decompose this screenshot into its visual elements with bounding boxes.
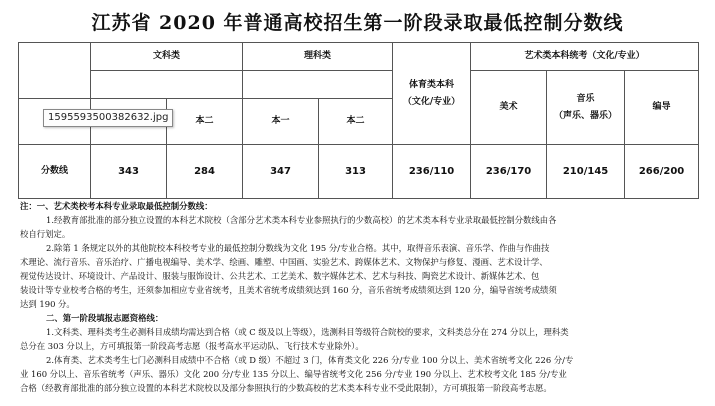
filename-tooltip: 1595593500382632.jpg <box>43 109 173 127</box>
header-tiyu <box>393 43 471 145</box>
note-line: 术理论、流行音乐、音乐治疗、广播电视编导、美术学、绘画、雕塑、中国画、实验艺术、跨媒体艺术、文物保护与修复、漫画、艺术设计学、 <box>20 257 548 267</box>
header-yinyue <box>547 71 625 145</box>
score-wenke-ben1: 343 <box>91 145 167 199</box>
note-heading-1: 注：一、艺术类校考本科专业录取最低控制分数线： <box>20 201 213 211</box>
note-line: 视觉传达设计、环境设计、产品设计、服装与服饰设计、公共艺术、工艺美术、数字媒体艺术、艺术与科技、陶瓷艺术设计、新媒体艺术、包 <box>20 271 540 281</box>
header-yinyue-line1: 音乐 <box>576 94 595 105</box>
header-yinyue-line2: （声乐、器乐） <box>554 110 618 121</box>
note-line: 校自行划定。 <box>20 229 71 239</box>
score-wenke-ben2: 284 <box>167 145 243 199</box>
score-yinyue: 210/145 <box>547 145 625 199</box>
note-line: 1.文科类、理科类考生必测科目成绩均需达到合格（或 C 级及以上等级），选测科目等级符合院校的要求，文科类总分在 274 分以上，理科类 <box>46 327 569 337</box>
row-label: 分数线 <box>19 145 91 199</box>
subheader-like-ben1: 本一 <box>243 99 319 145</box>
subheader-wenke-ben2: 本二 <box>167 99 243 145</box>
note-line: 业 160 分以上、音乐省统考（声乐、器乐）文化 200 分/专业 135 分以上、编导省统考文化 256 分/专业 190 分以上、艺术校考文化 185 分/专业 <box>20 369 567 379</box>
header-wenke-spacer <box>91 71 243 99</box>
header-like: 理科类 <box>243 43 393 71</box>
score-meishu: 236/170 <box>471 145 547 199</box>
header-tiyu-line1: 体育类本科 <box>409 80 455 91</box>
header-tiyu-line2: （文化/专业） <box>402 96 461 107</box>
subheader-like-ben2: 本二 <box>319 99 393 145</box>
score-like-ben1: 347 <box>243 145 319 199</box>
note-line: 1.经教育部批准的部分独立设置的本科艺术院校（含部分艺术类本科专业参照执行的少数高校）的艺术类本科专业录取最低控制分数线由各 <box>46 215 557 225</box>
corner-cell <box>19 43 91 99</box>
note-line: 总分在 303 分以上，方可填报第一阶段高考志愿（报考高水平运动队、飞行技术专业除外）。 <box>20 341 364 351</box>
note-heading-2: 二、第一阶段填报志愿资格线： <box>46 313 164 323</box>
page-title: 江苏省 2020 年普通高校招生第一阶段录取最低控制分数线 <box>91 12 624 34</box>
note-line: 合格（经教育部批准的部分独立设置的本科艺术院校以及部分参照执行的少数高校的艺术类本科专业不受此限制），方可填报第一阶段高考志愿。 <box>20 383 552 393</box>
header-like-spacer <box>243 71 393 99</box>
score-like-ben2: 313 <box>319 145 393 199</box>
header-meishu: 美术 <box>471 71 547 145</box>
note-line: 2.除第 1 条规定以外的其他院校本科校考专业的最低控制分数线为文化 195 分/专业合格。其中，取得音乐表演、音乐学、作曲与作曲技 <box>46 243 550 253</box>
score-tiyu: 236/110 <box>393 145 471 199</box>
note-line: 2.体育类、艺术类考生七门必测科目成绩中不合格（或 D 级）不超过 3 门，体育类文化 226 分/专业 100 分以上、美术省统考文化 226 分/专 <box>46 355 574 365</box>
note-line: 达到 190 分。 <box>20 299 75 309</box>
header-biandao: 编导 <box>625 71 699 145</box>
header-wenke: 文科类 <box>91 43 243 71</box>
header-yishu: 艺术类本科统考（文化/专业） <box>471 43 699 71</box>
note-line: 装设计等专业校考合格的考生，还须参加相应专业省统考，且美术省统考成绩须达到 160 分，音乐省统考成绩须达到 120 分，编导省统考成绩须 <box>20 285 557 295</box>
notes-section <box>20 199 698 395</box>
score-biandao: 266/200 <box>625 145 699 199</box>
